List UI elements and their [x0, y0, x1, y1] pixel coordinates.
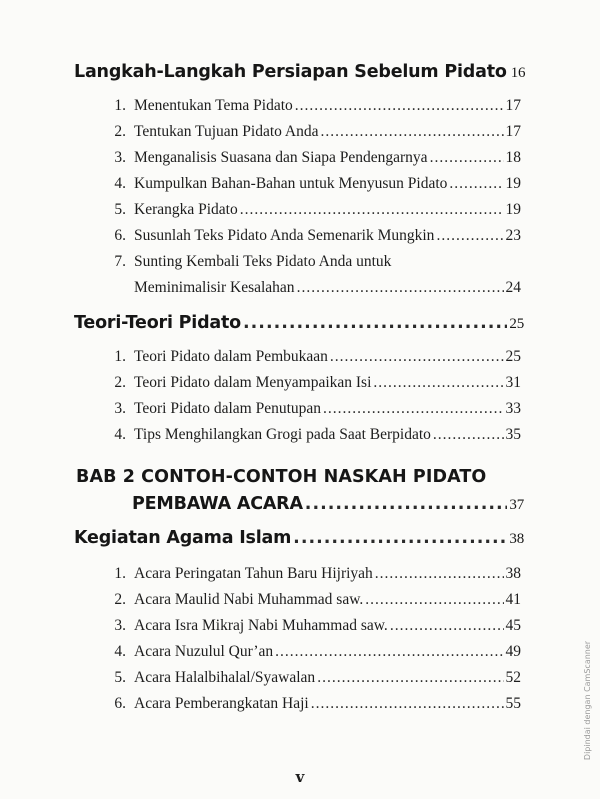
dot-leader [449, 175, 503, 193]
entry-title-line2: Meminimalisir Kesalahan [134, 279, 295, 296]
scanner-watermark [580, 610, 596, 790]
entry-title: Acara Isra Mikraj Nabi Muhammad saw. [134, 617, 388, 634]
entry-title: Acara Peringatan Tahun Baru Hijriyah [134, 565, 373, 582]
entry-title: Kerangka Pidato [134, 201, 238, 218]
item-number: 3. [114, 400, 126, 417]
entry-page: 19 [505, 175, 521, 192]
entry-page: 31 [505, 374, 521, 391]
item-number: 5. [114, 201, 126, 218]
entry-page: 45 [505, 617, 521, 634]
entry-page: 49 [505, 643, 521, 660]
dot-leader [436, 227, 503, 245]
entry-page: 55 [505, 695, 521, 712]
entry-page: 18 [505, 149, 521, 166]
entry-title: Acara Maulid Nabi Muhammad saw. [134, 591, 364, 608]
item-number: 6. [114, 227, 126, 244]
toc-entry [134, 279, 521, 297]
entry-page: 41 [505, 591, 521, 608]
section-page: 16 [510, 65, 526, 81]
toc-entry [134, 123, 521, 141]
dot-leader [330, 348, 504, 366]
toc-entry [134, 149, 521, 167]
chapter-page: 37 [509, 497, 524, 513]
dot-leader [305, 494, 508, 514]
dot-leader [323, 400, 503, 418]
section-page: 25 [509, 316, 524, 332]
dot-leader [297, 279, 504, 297]
item-number: 5. [114, 669, 126, 686]
item-number: 3. [114, 149, 126, 166]
toc-entry [134, 669, 521, 687]
toc-entry [134, 348, 521, 366]
toc-entry [134, 201, 521, 219]
dot-leader [295, 97, 504, 115]
entry-page: 35 [505, 426, 521, 443]
watermark-text: Dipindai dengan CamScanner [583, 640, 593, 760]
entry-page: 24 [505, 279, 521, 296]
toc-entry [134, 227, 521, 245]
dot-leader [375, 565, 504, 583]
dot-leader [433, 426, 504, 444]
entry-title: Acara Halalbihalal/Syawalan [134, 669, 316, 686]
dot-leader [275, 643, 503, 661]
entry-title: Kumpulkan Bahan-Bahan untuk Menyusun Pidato [134, 175, 448, 192]
toc-entry [134, 175, 521, 193]
item-number: 2. [114, 123, 126, 140]
item-number: 7. [114, 253, 126, 270]
entry-title: Susunlah Teks Pidato Anda Semenarik Mungkin [134, 227, 435, 244]
entry-title: Acara Pemberangkatan Haji [134, 695, 309, 712]
entry-page: 19 [505, 201, 521, 218]
entry-page: 17 [505, 97, 521, 114]
item-number: 6. [114, 695, 126, 712]
section-title: Teori-Teori Pidato [74, 313, 241, 333]
toc-section-heading [74, 528, 524, 548]
entry-page: 23 [505, 227, 521, 244]
item-number: 3. [114, 617, 126, 634]
entry-page: 33 [505, 400, 521, 417]
entry-title: Menganalisis Suasana dan Siapa Pendengarnya [134, 149, 428, 166]
entry-title: Teori Pidato dalam Penutupan [134, 400, 322, 417]
chapter-heading-line1: BAB 2 CONTOH-CONTOH NASKAH PIDATO [76, 467, 487, 487]
toc-entry [134, 643, 521, 661]
entry-title: Teori Pidato dalam Pembukaan [134, 348, 328, 365]
toc-entry [134, 591, 521, 609]
item-number: 2. [114, 374, 126, 391]
dot-leader [240, 201, 504, 219]
entry-page: 25 [505, 348, 521, 365]
toc-entry [134, 374, 521, 392]
dot-leader [293, 528, 507, 548]
item-number: 4. [114, 643, 126, 660]
entry-title: Tentukan Tujuan Pidato Anda [134, 123, 319, 140]
item-number: 2. [114, 591, 126, 608]
page-number: v [295, 768, 305, 786]
dot-leader [243, 313, 507, 333]
section-title: Langkah-Langkah Persiapan Sebelum Pidato [74, 62, 507, 82]
toc-entry [134, 400, 521, 418]
chapter-title: PEMBAWA ACARA [132, 494, 303, 514]
dot-leader [373, 374, 503, 392]
item-number: 1. [114, 97, 126, 114]
toc-section-heading [74, 313, 524, 333]
dot-leader [317, 669, 503, 687]
toc-entry [134, 565, 521, 583]
section-title: Kegiatan Agama Islam [74, 528, 292, 548]
entry-title-line1: Sunting Kembali Teks Pidato Anda untuk [134, 253, 392, 270]
item-number: 1. [114, 348, 126, 365]
item-number: 4. [114, 175, 126, 192]
dot-leader [321, 123, 504, 141]
toc-entry [134, 695, 521, 713]
entry-page: 17 [505, 123, 521, 140]
toc-entry [134, 97, 521, 115]
section-page: 38 [509, 531, 524, 547]
entry-title: Menentukan Tema Pidato [134, 97, 293, 114]
entry-page: 52 [505, 669, 521, 686]
entry-title: Teori Pidato dalam Menyampaikan Isi [134, 374, 372, 391]
chapter-heading-line2 [132, 494, 524, 514]
dot-leader [311, 695, 504, 713]
entry-title: Tips Menghilangkan Grogi pada Saat Berpidato [134, 426, 431, 443]
item-number: 4. [114, 426, 126, 443]
entry-page: 38 [505, 565, 521, 582]
dot-leader [430, 149, 504, 167]
toc-section-heading [74, 62, 524, 82]
item-number: 1. [114, 565, 126, 582]
dot-leader [365, 591, 503, 609]
entry-title: Acara Nuzulul Qur’an [134, 643, 274, 660]
toc-entry [134, 426, 521, 444]
toc-entry [134, 617, 521, 635]
dot-leader [390, 617, 504, 635]
